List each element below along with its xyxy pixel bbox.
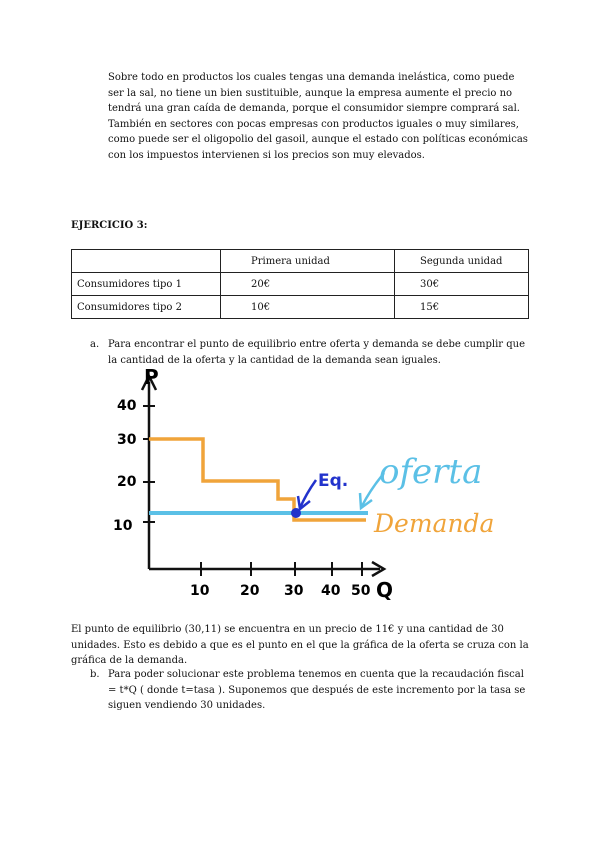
supply-label: oferta: [379, 452, 483, 492]
y-tick-label: 10: [113, 518, 133, 534]
x-tick-label: 30: [284, 583, 304, 599]
intro-text: Sobre todo en productos los cuales tengas una demanda inelástica, como puede ser la sal, no tiene un bien sustituible, aunque la empresa aumente el precio no tendrá una gran caída de demanda, porque el consumidor siempre comprará sal.: [108, 72, 520, 114]
table-header-row: [72, 250, 529, 273]
table-cell: Consumidores tipo 2: [72, 296, 221, 319]
table-header-cell: [72, 250, 221, 273]
table-cell: 30€: [395, 273, 529, 296]
y-tick-label: 40: [117, 398, 137, 414]
x-tick-label: 40: [321, 583, 341, 599]
x-tick-label: 20: [240, 583, 260, 599]
table-cell: Consumidores tipo 1: [72, 273, 221, 296]
intro-text-2: También en sectores con pocas empresas con productos iguales o muy similares, como puede ser el oligopolio del gasoil, aunque el estado con políticas económicas con los impuestos intervienen si los precios son muy elevados.: [108, 118, 528, 161]
x-tick-label: 50: [351, 583, 371, 599]
table-cell: 15€: [395, 296, 529, 319]
equilibrium-paragraph: El punto de equilibrio (30,11) se encuentra en un precio de 11€ y una cantidad de 30 unidades. Esto es debido a que es el punto en el que la gráfica de la oferta se cruza con la gráfica de la demanda.: [71, 624, 529, 666]
table-header-cell: Segunda unidad: [395, 250, 529, 273]
x-tick-label: 10: [190, 583, 210, 599]
y-tick-label: 20: [117, 474, 137, 490]
table-header-cell: Primera unidad: [221, 250, 395, 273]
exercise-heading: EJERCICIO 3:: [71, 220, 148, 231]
table-row: [72, 273, 529, 296]
list-item-text: Para poder solucionar este problema tenemos en cuenta que la recaudación fiscal = t*Q ( donde t=tasa ). Suponemos que después de este incremento por la tasa se siguen vendiendo 30 unidades.: [108, 669, 526, 711]
demand-label: Demanda: [374, 509, 495, 538]
table-row: [72, 296, 529, 319]
y-tick-label: 30: [117, 432, 137, 448]
list-item-b: [0, 667, 600, 715]
list-item-text: Para encontrar el punto de equilibrio entre oferta y demanda se debe cumplir que la cantidad de la oferta y la cantidad de la demanda sean iguales.: [108, 339, 526, 366]
equilibrium-label: Eq.: [318, 471, 349, 491]
y-axis-label: P: [144, 365, 159, 389]
intro-paragraph: [108, 70, 528, 163]
consumers-table: [71, 249, 529, 319]
list-marker: a.: [90, 339, 100, 350]
list-marker: b.: [90, 669, 100, 680]
equilibrium-graph: [100, 362, 540, 607]
table-cell: 10€: [221, 296, 395, 319]
table-cell: 20€: [221, 273, 395, 296]
x-axis-label: Q: [376, 578, 394, 602]
